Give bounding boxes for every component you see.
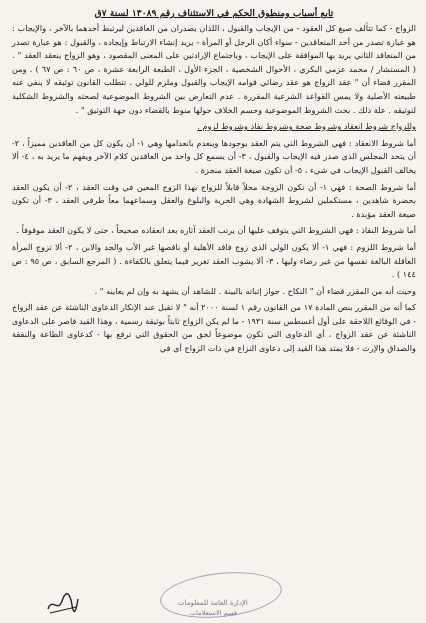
stamp-area	[40, 561, 370, 623]
stamp-line-1: الإدارة العامة للمعلومات	[178, 599, 248, 607]
paragraph-conditions-enforcement: أما شروط النفاذ : فهي الشروط التي يتوقف عليها أن يرتب العقد آثاره بعد انعقاده صحيحاً ، حتى لا يكون العقد موقوفاً .	[16, 225, 416, 236]
page-header: تابع أسباب ومنطوق الحكم في الاستئناف رقم ١٣٠٨٩ لسنة ٧ق	[94, 8, 334, 19]
paragraph-conditions-binding: أما شروط اللزوم : فهي ١- ألا يكون الولي الذي زوج فاقد الأهلية أو ناقصها غير الأب والجد والابن ، ٢- ألا تزوج المرأة العاقلة البالغة نفسها من غير رضاء وليها ، ٣- ألا يشوب العقد تغرير فيما يتعلق بالكفاءة . ( المرجع السابق ، ص ٩٥ : ص ١٤٤ ) .	[12, 241, 417, 280]
paragraph-conditions-validity: أما شروط الصحة : فهي ١- أن تكون الزوجة محلاً قابلاً للزواج بهذا الزوج المعين في وقت العقد ، ٢- أن يكون العقد بحضرة شاهدين ، مستكملين لشروط الشهادة وهي الحرية والبلوغ والعقل وسماعهما معاً طرفي العقد ، ٣- أن تكون صيغة العقد مؤبدة .	[12, 181, 416, 219]
stamp-line-2: قسم الاستعلامات	[190, 609, 237, 617]
paragraph-proof-by-evidence: وحيث أنه من المقرر قضاء أن " النكاح . جواز إثباته بالبينة . للشاهد أن يشهد به وإن لم يعاينه " .	[94, 285, 416, 296]
paragraph-marriage-contract: الزواج - كما تتألف صيغ كل العقود - من الإيجاب والقبول ، اللذان يصدران من العاقدين ليرتبط أحدهما بالآخر ، والإيجاب : هو عبارة تصدر من أحد المتعاقدين - سواء أكان الرجل أو المرأة - يريد إنشاء الارتباط وإيجاده ، والقبول : هو عبارة تصدر من المتعاقد الثاني يريد بها الموافقة على الإيجاب ، وباجتماع الإرادتين على المعنى المقصود ، وهو الزواج ينعقد العقد " . ( المستشار / محمد عزمي البكري ، الأحوال الشخصية ، الجزء الأول ، الطبعة الرابعة عشرة ، ص ٦٠ : ص ٦٧ ) . ومن المقرر قضاء أن " عقد الزواج هو عقد رضائي قوامه الإيجاب والقبول وملزم للولي . تتطلب القانون توثيقه لا ينفي عنه طبيعته الأصلية ولا يمس القواعد الشرعية المقررة . عدم التعارض بين الشروط الموضوعية لصحته والشروط الشكلية لتوثيقه . علة ذلك . بحث الشروط الموضوعية وحسم الخلاف حولها منوط بالقضاء دون جهة التوثيق " .	[12, 23, 416, 115]
paragraph-law-article-17: كما أنه من المقرر بنص المادة ١٧ من القانون رقم ١ لسنة ٢٠٠٠ أنه " لا تقبل عند الإنكار الدعاوى الناشئة عن عقد الزواج - في الوقائع اللاحقة على أول أغسطس سنة ١٩٣١ - ما لم يكن الزواج ثابتاً بوثيقة رسمية ، وهذا القيد قاصر على الدعاوى الناشئة عن عقد الزواج ، أي الدعاوى التي تكون موضوعاً لحق من الحقوق التي ترفع بها - كدعاوى الطاعة والنفقة والصداق والإرث - فلا يمتد هذا القيد إلى دعاوى النزاع في ذات الزواج أي في	[12, 302, 416, 354]
paragraph-conditions-formation: أما شروط الانعقاد : فهي الشروط التي يتم العقد بوجودها وينعدم بانعدامها وهي ١- أن يكون كل من العاقدين مميزاً ، ٢- أن يتحد المجلس الذي صدر فيه الإيجاب والقبول ، ٣- أن يسمع كل واحد من العاقدين كلام الآخر ويفهم ما يريد به ، ٤- ألا يخالف القبول الإيجاب في شيء ، ٥- أن تكون صيغة العقد منجزة .	[12, 137, 416, 175]
handwritten-signature	[46, 587, 80, 617]
paragraph-conditions-intro: وللزواج شروط انعقاد وشروط صحة وشروط نفاذ وشروط لزوم .	[197, 121, 416, 132]
